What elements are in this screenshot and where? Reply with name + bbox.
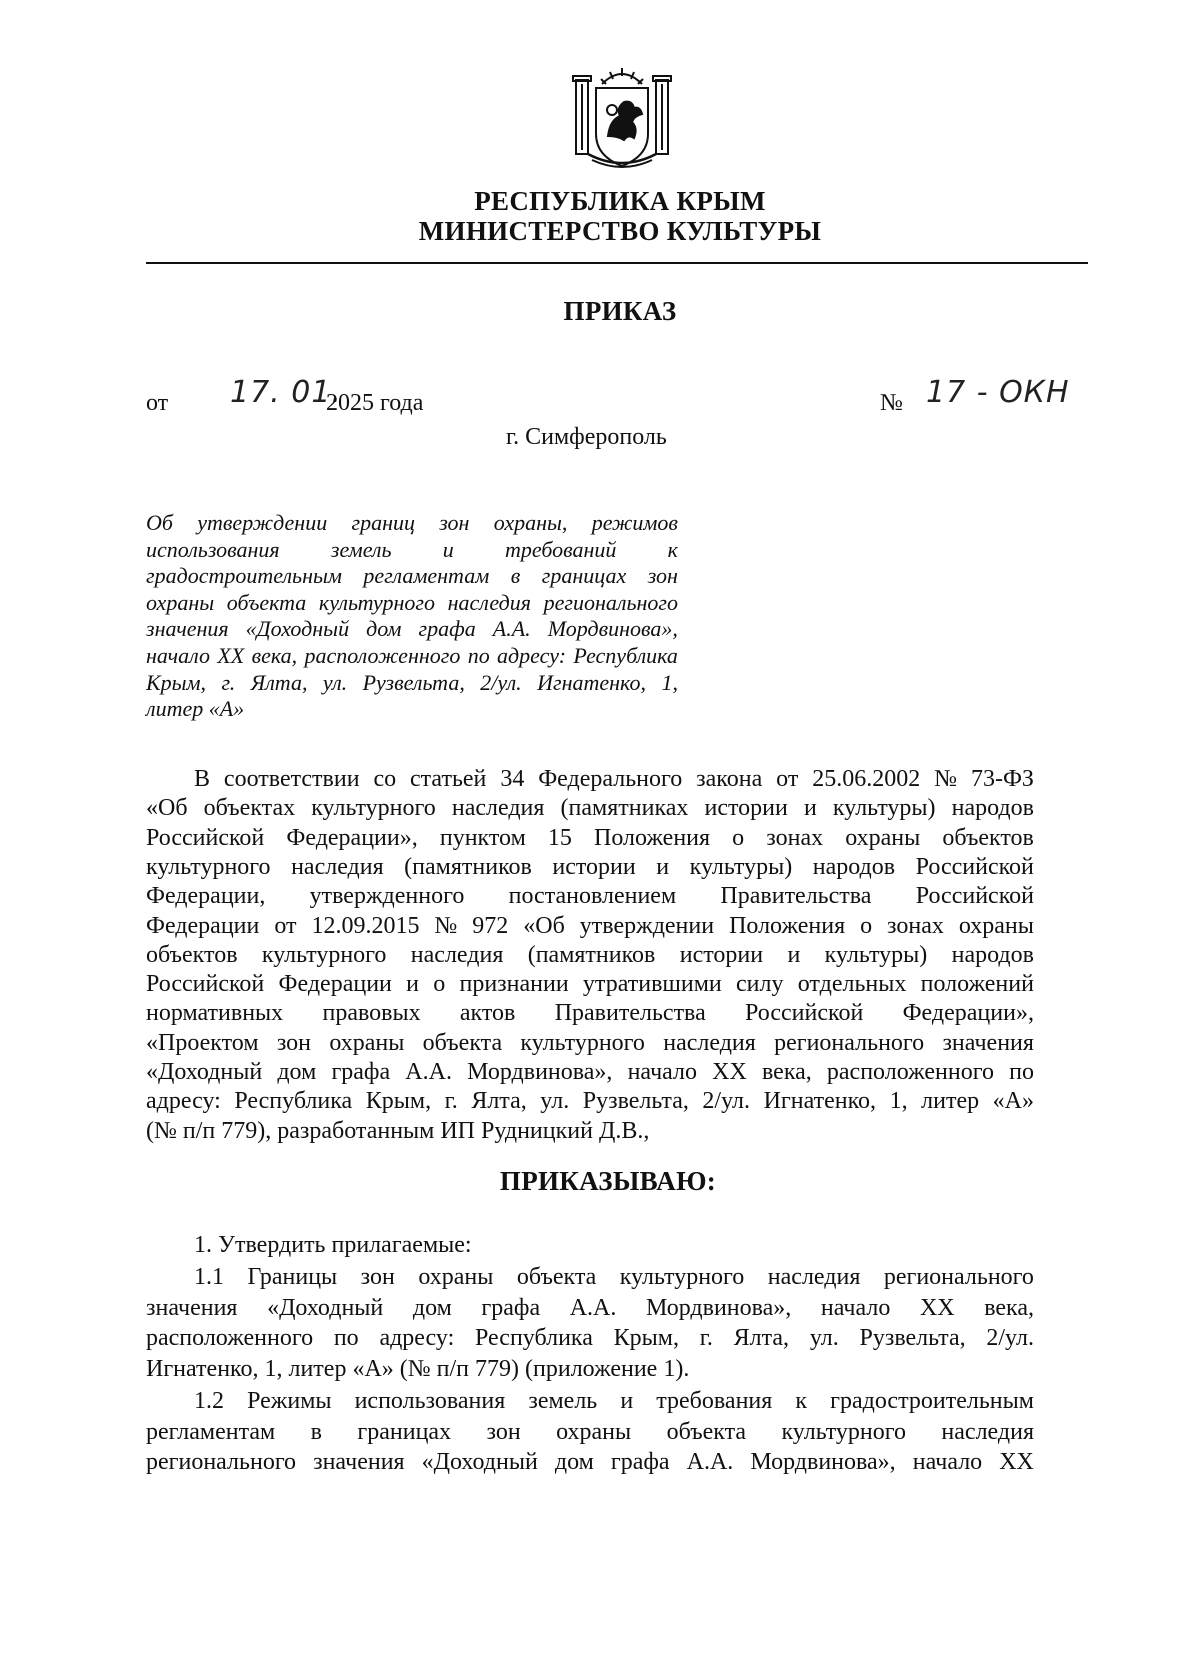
item-1-1-line: 1.1 Границы зон охраны объекта культурного наследия регионального (194, 1264, 1034, 1290)
subject-word: Рузвельта, (362, 669, 465, 695)
subject-word: земель (330, 536, 392, 562)
subject-word: 2/ул. (480, 669, 522, 695)
subject-word: режимов (591, 510, 678, 535)
subject-word: ул. (322, 669, 348, 695)
subject-word: адресу: (497, 643, 567, 668)
preamble-line-last: (№ п/п 779), разработанным ИП Рудницкий Д.В., (146, 1117, 650, 1144)
subject-word: использования (146, 536, 280, 562)
subject-word: Республика (573, 643, 678, 668)
subject-word: в (510, 563, 521, 589)
subject-word: г. (221, 669, 236, 695)
subject-word: Мордвинова», (547, 616, 678, 642)
date-handwritten: 17. 01. (230, 375, 342, 410)
subject-word: Ялта, (250, 669, 308, 695)
subject-word: границах (541, 563, 627, 589)
subject-line (146, 537, 678, 564)
item-1-1-line-last: Игнатенко, 1, литер «А» (№ п/п 779) (приложение 1). (146, 1355, 690, 1382)
item-1-1-line: расположенного по адресу: Республика Крым, г. Ялта, ул. Рузвельта, 2/ул. (146, 1325, 1034, 1351)
subject-word: значения (146, 616, 229, 642)
ministry-title: МИНИСТЕРСТВО КУЛЬТУРЫ (418, 216, 822, 246)
subject-word: зон (439, 510, 470, 535)
subject-line (146, 510, 678, 537)
item-1-2-line: 1.2 Режимы использования земель и требования к градостроительным (194, 1388, 1034, 1414)
item-1-2-line: регионального значения «Доходный дом графа А.А. Мордвинова», начало XX (146, 1449, 1034, 1475)
header-divider (146, 262, 1088, 264)
preamble-line: нормативных правовых актов Правительства Российской Федерации», (146, 1000, 1034, 1027)
subject-line (146, 670, 678, 697)
preamble-line: Российской Федерации и о признании утратившими силу отдельных положений (146, 971, 1034, 998)
preamble-line: Федерации, утвержденного постановлением Правительства Российской (146, 883, 1034, 910)
subject-word: охраны (146, 589, 215, 615)
subject-word: века, (251, 643, 298, 668)
subject-word: начало (146, 643, 210, 668)
item-1-1-line: значения «Доходный дом графа А.А. Мордвинова», начало XX века, (146, 1294, 1034, 1321)
subject-word: Игнатенко, (537, 669, 647, 695)
subject-word: и (442, 536, 454, 562)
command-heading: ПРИКАЗЫВАЮ: (499, 1166, 717, 1196)
number-prefix: № (880, 390, 903, 416)
city: г. Симферополь (506, 424, 667, 450)
subject-word: наследия (447, 589, 531, 615)
subject-word: зон (647, 563, 678, 589)
republic-title: РЕСПУБЛИКА КРЫМ (474, 186, 766, 216)
subject-word: графа (418, 616, 476, 642)
subject-word: требований (504, 536, 617, 562)
number-handwritten: 17 - ОКН (926, 375, 1070, 410)
preamble-line: культурного наследия (памятников истории и культуры) народов Российской (146, 853, 1034, 880)
subject-word: градостроительным (146, 563, 342, 589)
subject-word: XX (217, 643, 245, 668)
subject-word: утверждении (197, 510, 328, 535)
preamble-line: адресу: Республика Крым, г. Ялта, ул. Рузвельта, 2/ул. Игнатенко, 1, литер «А» (146, 1088, 1034, 1115)
subject-word: дом (366, 616, 402, 642)
preamble-line: «Проектом зон охраны объекта культурного наследия регионального значения (146, 1029, 1034, 1056)
subject-line (146, 643, 678, 670)
preamble-line: Российской Федерации», пунктом 15 Положения о зонах охраны объектов (146, 824, 1034, 851)
subject-word: регламентам (363, 563, 490, 589)
subject-word: Об (146, 510, 173, 535)
subject-word: «Доходный (245, 616, 350, 642)
subject-word: расположенного (304, 643, 461, 668)
subject-word: культурного (318, 589, 435, 615)
subject-line (146, 616, 678, 643)
subject-word: охраны, (493, 510, 568, 535)
subject-word: регионального (543, 589, 678, 615)
preamble-line: «Доходный дом графа А.А. Мордвинова», начало XX века, расположенного по (146, 1059, 1034, 1085)
crimea-coat-of-arms-icon (568, 62, 676, 172)
item-1: 1. Утвердить прилагаемые: (194, 1232, 472, 1258)
subject-line-last: литер «А» (146, 696, 245, 722)
item-1-2-line: регламентам в границах зон охраны объекта культурного наследия (146, 1418, 1034, 1445)
subject-line (146, 563, 678, 590)
subject-word: к (667, 536, 678, 562)
subject-word: границ (351, 510, 415, 535)
subject-line (146, 590, 678, 617)
date-year: 2025 года (326, 390, 424, 416)
preamble-line: объектов культурного наследия (памятников истории и культуры) народов (146, 941, 1034, 968)
preamble-line: В соответствии со статьей 34 Федерального закона от 25.06.2002 № 73-ФЗ (194, 766, 1034, 792)
preamble-line: Федерации от 12.09.2015 № 972 «Об утверждении Положения о зонах охраны (146, 912, 1034, 939)
subject-word: Крым, (146, 669, 207, 695)
subject-word: А.А. (492, 616, 531, 642)
date-prefix: от (146, 390, 169, 416)
subject-word: по (467, 643, 490, 668)
subject-word: 1, (661, 669, 678, 695)
preamble-line: «Об объектах культурного наследия (памятниках истории и культуры) народов (146, 795, 1034, 822)
document-type: ПРИКАЗ (563, 296, 677, 326)
subject-word: объекта (226, 589, 307, 615)
